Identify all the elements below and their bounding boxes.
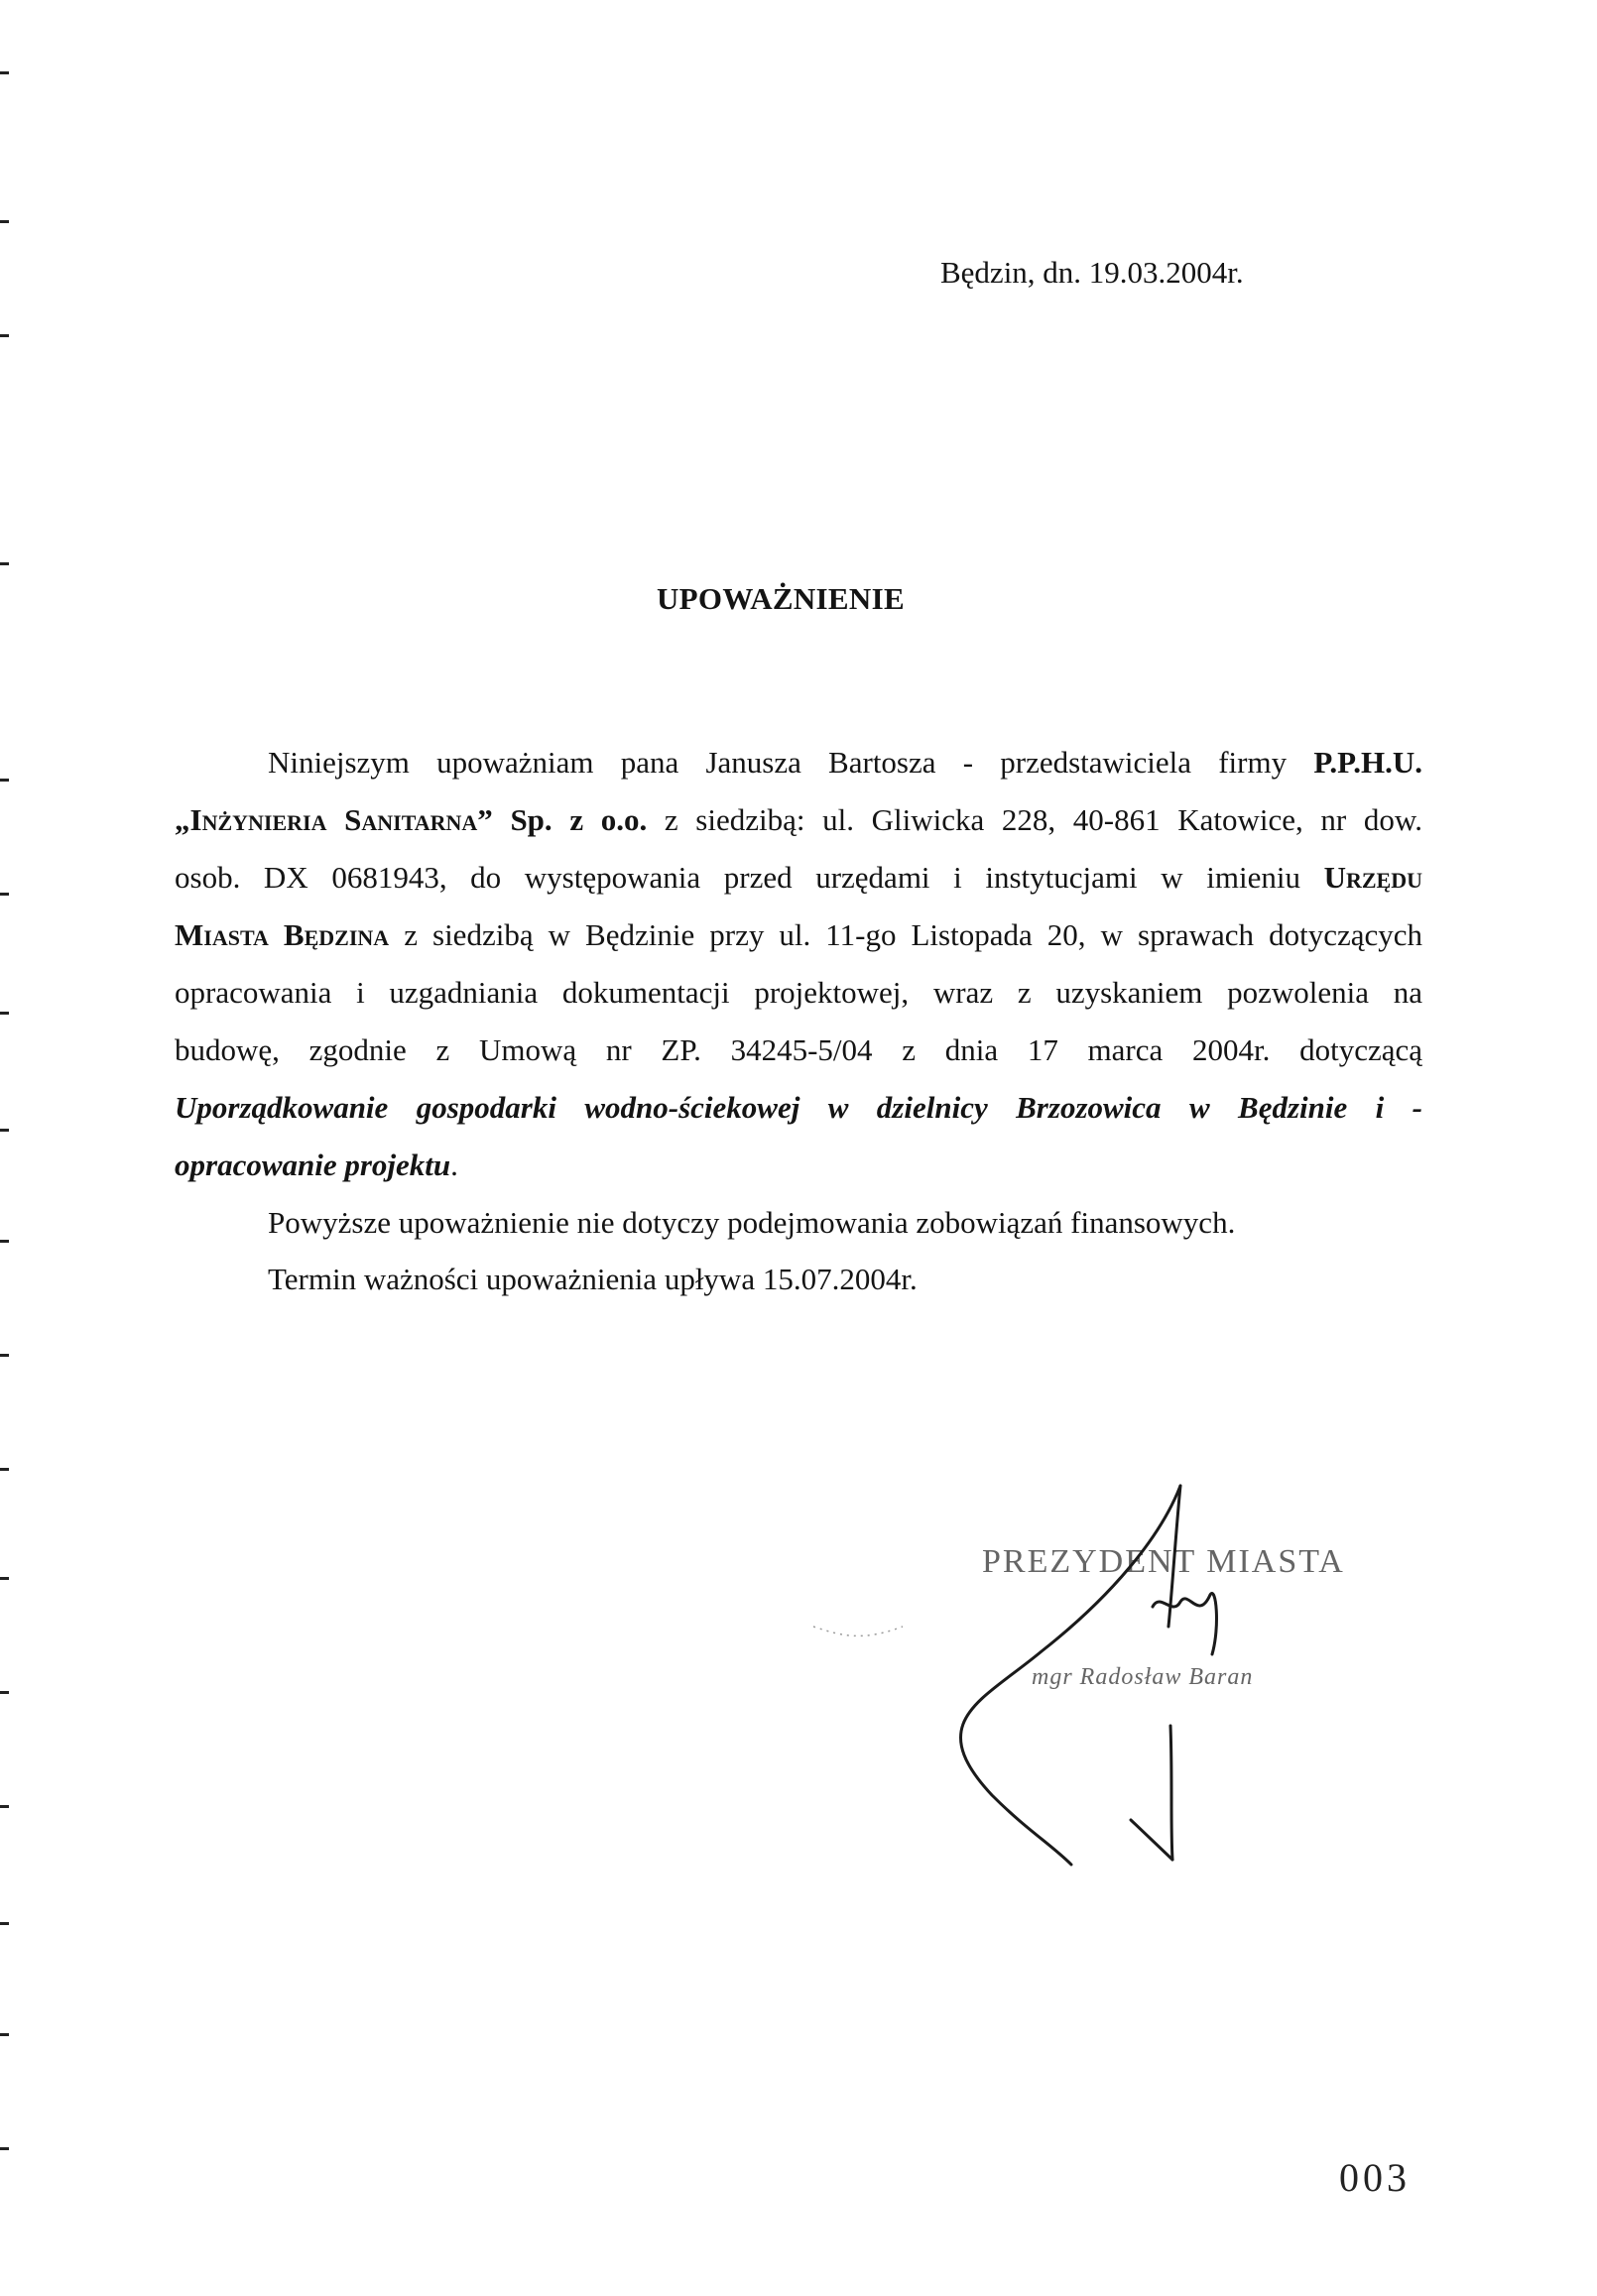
office-name-part: Miasta Będzina (175, 917, 390, 952)
body-text: . (450, 1148, 458, 1182)
page-number: 003 (1339, 2155, 1411, 2200)
scan-margin-marks (0, 0, 20, 2296)
note-financial: Powyższe upoważnienie nie dotyczy podejmowania zobowiązań finansowych. (268, 1205, 1236, 1240)
company-abbrev: P.P.H.U. (1313, 745, 1422, 780)
note-validity: Termin ważności upoważnienia upływa 15.07.2004r. (268, 1262, 918, 1296)
body-line-5 (175, 964, 1422, 1022)
body-text: opracowania i uzgadniania dokumentacji projektowej, wraz z uzyskaniem pozwolenia na (175, 975, 1422, 1010)
faded-letterhead-stamp (87, 55, 405, 164)
body-line-1 (175, 734, 1422, 791)
office-name-part: Urzędu (1323, 860, 1422, 895)
body-line-4 (175, 906, 1422, 964)
signature-stamp-title: PREZYDENT MIASTA (982, 1543, 1345, 1580)
authorization-body (175, 734, 1422, 1307)
body-line-2 (175, 791, 1422, 849)
body-line-3 (175, 849, 1422, 906)
date-line: Będzin, dn. 19.03.2004r. (940, 255, 1244, 290)
body-line-6 (175, 1022, 1422, 1079)
signature-block (784, 1478, 1399, 1894)
project-title: Uporządkowanie gospodarki wodno-ściekowej w dzielnicy Brzozowica w Będzinie i - (175, 1090, 1422, 1125)
body-text: z siedzibą: ul. Gliwicka 228, 40-861 Katowice, nr dow. (647, 802, 1422, 837)
body-line-7 (175, 1079, 1422, 1137)
company-form: Sp. z o.o. (492, 802, 648, 837)
body-text: osob. DX 0681943, do występowania przed urzędami i instytucjami w imieniu (175, 860, 1324, 895)
handwritten-signature (784, 1478, 1399, 1894)
company-name: „Inżynieria Sanitarna” (175, 802, 493, 837)
body-line-8 (175, 1137, 1422, 1194)
project-title: opracowanie projektu (175, 1148, 451, 1182)
body-text: z siedzibą w Będzinie przy ul. 11-go Listopada 20, w sprawach dotyczących (389, 917, 1422, 952)
body-text: Niniejszym upoważniam pana Janusza Bartosza - przedstawiciela firmy (268, 745, 1314, 780)
body-text: budowę, zgodnie z Umową nr ZP. 34245-5/04 z dnia 17 marca 2004r. dotyczącą (175, 1032, 1422, 1067)
document-title: UPOWAŻNIENIE (657, 581, 905, 616)
signature-stamp-name: mgr Radosław Baran (1032, 1664, 1254, 1690)
